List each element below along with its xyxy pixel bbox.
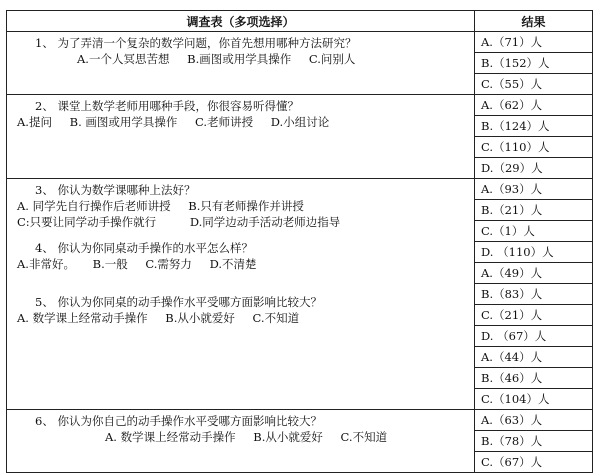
option: C.问别人	[308, 52, 356, 66]
question-row-3-5	[7, 179, 593, 410]
question-options-5	[13, 310, 468, 326]
question-title-3: 3、 你认为数学课哪种上法好？	[35, 183, 196, 197]
option: A.一个人冥思苦想	[77, 52, 170, 66]
question-cell-3-5	[7, 179, 475, 410]
result-cell-1	[475, 32, 593, 95]
result-value: A.（71）人	[481, 35, 543, 49]
result-cell-3-5	[475, 179, 593, 410]
question-block-4	[13, 240, 468, 272]
result-value: C.（1）人	[475, 220, 592, 241]
result-value: B.（124）人	[475, 115, 592, 136]
option: C.不知道	[340, 430, 388, 444]
option: B.一般	[92, 257, 128, 271]
question-cell-2	[7, 95, 475, 179]
option: A.提问	[17, 115, 52, 129]
question-cell-1	[7, 32, 475, 95]
option: B.只有老师操作并讲授	[188, 199, 304, 213]
result-value: A.（44）人	[475, 346, 592, 367]
question-title-1: 1、 为了弄清一个复杂的数学问题，你首先想用哪种方法研究？	[35, 36, 357, 50]
question-title-4: 4、 你认为你同桌动手操作的水平怎么样？	[35, 241, 253, 255]
question-block-3	[13, 182, 468, 230]
question-options-1	[13, 51, 468, 67]
question-title-5: 5、 你认为你同桌的动手操作水平受哪方面影响比较大？	[35, 295, 322, 309]
survey-table	[6, 10, 593, 473]
option: C.需努力	[145, 257, 192, 271]
question-options-4	[13, 256, 468, 272]
result-value: C.（104）人	[475, 388, 592, 409]
question-options-2	[13, 114, 468, 130]
option: B.画图或用学具操作	[187, 52, 292, 66]
result-value: A.（49）人	[475, 262, 592, 283]
result-value: C.（67）人	[475, 451, 592, 472]
question-block-5	[13, 294, 468, 326]
result-value: C.（21）人	[475, 304, 592, 325]
option: A. 数学课上经常动手操作	[17, 311, 148, 325]
result-value: A.（63）人	[481, 413, 543, 427]
option: C.老师讲授	[195, 115, 254, 129]
result-value: D. （110）人	[475, 241, 592, 262]
result-value: B.（83）人	[475, 283, 592, 304]
question-title-6: 6、 你认为你自己的动手操作水平受哪方面影响比较大？	[35, 414, 322, 428]
option: B.从小就爱好	[165, 311, 235, 325]
option: D.小组讨论	[270, 115, 330, 129]
result-value: C.（110）人	[475, 136, 592, 157]
result-cell-6	[475, 410, 593, 473]
option: B. 画图或用学具操作	[69, 115, 178, 129]
result-cell-2	[475, 95, 593, 179]
result-value: A.（62）人	[481, 98, 543, 112]
question-title-2: 2、 课堂上数学老师用哪种手段，你很容易听得懂？	[35, 99, 299, 113]
question-options-6	[13, 429, 468, 445]
option: C.不知道	[252, 311, 300, 325]
result-value: B.（21）人	[475, 199, 592, 220]
result-value: A.（93）人	[481, 182, 543, 196]
option: A.非常好。	[17, 257, 75, 271]
result-value: B.（46）人	[475, 367, 592, 388]
result-value: B.（152）人	[475, 52, 592, 73]
option: A. 数学课上经常动手操作	[105, 430, 236, 444]
question-options-3a	[13, 198, 468, 214]
question-options-3b	[13, 214, 468, 230]
result-value: C.（55）人	[475, 73, 592, 94]
option: A. 同学先自行操作后老师讲授	[17, 199, 171, 213]
question-row-1	[7, 32, 593, 95]
option: D.同学边动手活动老师边指导	[189, 215, 341, 229]
question-cell-6	[7, 410, 475, 473]
option: B.从小就爱好	[253, 430, 323, 444]
result-value: D. （67）人	[475, 325, 592, 346]
result-value: B.（78）人	[475, 430, 592, 451]
option: D.不清楚	[209, 257, 257, 271]
question-row-6	[7, 410, 593, 473]
result-value: D.（29）人	[475, 157, 592, 178]
result-column-header: 结果	[475, 11, 593, 32]
question-column-header: 调查表（多项选择）	[7, 11, 475, 32]
option: C:只要让同学动手操作就行	[17, 215, 157, 229]
question-row-2	[7, 95, 593, 179]
table-header-row	[7, 11, 593, 32]
